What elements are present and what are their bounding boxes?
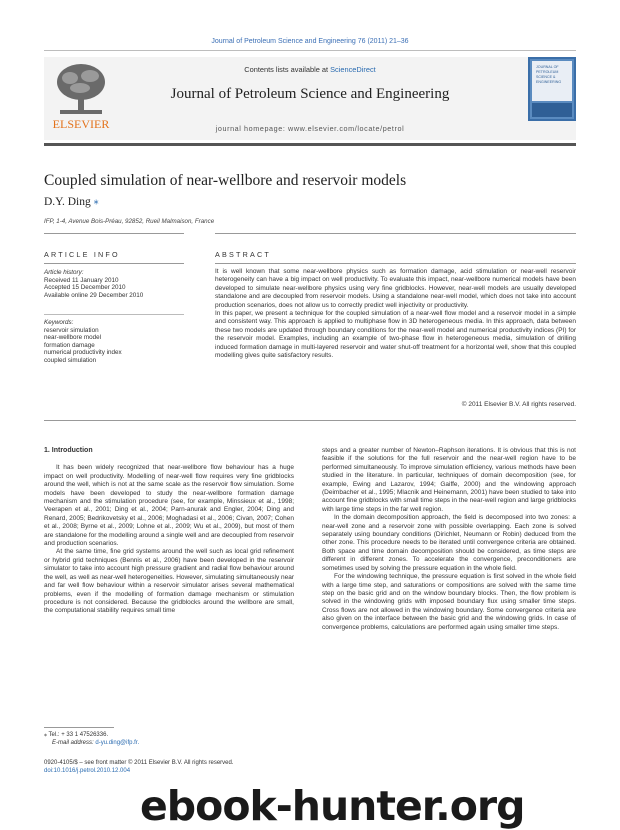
cover-title-line-1: JOURNAL OF — [536, 65, 559, 69]
author-name: D.Y. Ding — [44, 196, 91, 208]
abstract-heading: ABSTRACT — [215, 250, 271, 259]
divider — [44, 314, 184, 315]
email-link[interactable]: d-yu.ding@ifp.fr. — [95, 740, 140, 746]
keywords — [44, 319, 189, 365]
header-divider — [44, 143, 576, 146]
publication-info — [44, 759, 234, 775]
abstract-body — [215, 268, 576, 360]
cover-title-line-2: PETROLEUM — [536, 70, 559, 74]
body-paragraph: For the windowing technique, the pressure equation is first solved in the whole field with a large time step, and saturations or compositions are solved with the same time step on the basic grid and on the window boundary blocks. Then, the flow problem is solved in the windowing grids with imposed boundary flux using smaller time steps. Cross flows are not allowed in the windowing boundary. Some convergence criteria are also given on the interface between the basic grid and the windowing grids. In case of convergence problems, calculations are performed again using smaller time steps. — [322, 573, 576, 631]
keyword: reservoir simulation — [44, 326, 99, 334]
contents-line — [0, 65, 620, 74]
cover-title-line-3: SCIENCE & — [536, 75, 556, 79]
journal-title: Journal of Petroleum Science and Engineering — [170, 86, 450, 102]
divider — [44, 263, 184, 264]
issn-line: 0920-4105/$ – see front matter © 2011 Elsevier B.V. All rights reserved. — [44, 760, 234, 766]
corresponding-author-mark[interactable]: ⁎ — [93, 196, 99, 207]
body-paragraph: It has been widely recognized that near-wellbore flow behaviour has a huge impact on well productivity. Modelling of near-well flow requires very fine gridblocks around the well, which is not at the same scale as the reservoir flow simulation. Some models have been developed to study the near-wellbore formation damage mechanism and the stimulation procedure (see, for example, Minssieux et al., 1998; Veerapen et al., 2001; Ding et al., 2004; Parn-anurak and Engler, 2004; Ding and Renard, 2005; Bedrikovetsky et al., 2006; Moghadasi et al., 2006; Civan, 2007; Cohen et al., 2008; Byrne et al., 2009; Lohne et al., 2009; Wu et al., 2009), but most of them are standalone for the modelling around a single well and are decoupled from reservoir and production scenarios. — [44, 464, 294, 548]
journal-homepage[interactable]: journal homepage: www.elsevier.com/locate/petrol — [215, 124, 405, 133]
history-label: Article history: — [44, 269, 84, 276]
publisher-logo-text: ELSEVIER — [52, 117, 110, 131]
keyword: coupled simulation — [44, 356, 97, 364]
body-paragraph: At the same time, fine grid systems around the well such as local grid refinement or hybrid grid techniques (Bennis et al., 2006) have been developed in the reservoir simulator to take into account high pressure gradient and radial flow behaviour around the well, as well as near-well heterogeneities. However, simulating simultaneously near and far well flow behaviour within a reservoir simulator arises several mathematical problems, even if the modelling of formation damage mechanism or stimulation procedure is not considered. Because the gridblocks around the wellbore are small, the computational stability requires small time — [44, 548, 295, 615]
history-online: Available online 29 December 2010 — [44, 291, 144, 299]
footnote-divider — [44, 727, 114, 728]
article-info-heading: ARTICLE INFO — [44, 250, 120, 259]
copyright: © 2011 Elsevier B.V. All rights reserved. — [461, 401, 576, 408]
footnote — [44, 731, 139, 747]
right-column — [322, 447, 576, 632]
article-title: Coupled simulation of near-wellbore and reservoir models — [44, 172, 407, 189]
history-received: Received 11 January 2010 — [44, 276, 119, 284]
watermark: ebook-hunter.org — [140, 782, 525, 830]
article-history — [44, 269, 189, 299]
divider — [215, 263, 576, 264]
divider — [44, 50, 576, 51]
abstract-paragraph: In this paper, we present a technique for the coupled simulation of a near-well flow model and a reservoir model in a simple and consistent way. This approach is applied to multiphase flow in 3D heterogeneous media. In this approach, data between these two models are updated through boundary conditions for the near-well model and numerical productivity indices (PI) for the reservoir model. Examples, including an example of two-phase flow in heterogeneous media, simulation of drilling induced formation damage in multi-layered reservoir and water shut-off treatment for a horizontal well, show that this coupled modelling gives quite satisfactory results. — [215, 310, 576, 360]
abstract-paragraph: It is well known that some near-wellbore physics such as formation damage, acid stimulation or near-well reservoir heterogeneity can have a big impact on well productivity. To evaluate this impact, near-wellbore numerical models have been developed to simulate near-wellbore physics using very fine gridblocks. However, near-well models are usually developed standalone and are decoupled from reservoir models. Using a standalone near-well model, which does not take into account production scenarios, does not allow us to correctly predict well injectivity or productivity. — [215, 268, 576, 309]
divider — [44, 420, 576, 421]
divider — [215, 233, 576, 234]
journal-reference[interactable]: Journal of Petroleum Science and Engineering 76 (2011) 21–36 — [211, 38, 409, 45]
keyword: near-wellbore model — [44, 334, 102, 342]
keywords-label: Keywords: — [44, 319, 74, 326]
divider — [44, 233, 184, 234]
doi-link[interactable]: doi:10.1016/j.petrol.2010.12.004 — [44, 768, 131, 774]
contents-prefix: Contents lists available at — [244, 65, 331, 74]
affiliation: IFP, 1-4, Avenue Bois-Préau, 92852, Rueil Malmaison, France — [44, 218, 215, 225]
section-heading: 1. Introduction — [44, 447, 93, 454]
author-line — [44, 196, 99, 208]
footnote-tel: ⁎ Tel.: + 33 1 47526336. — [44, 732, 109, 738]
left-column — [44, 447, 294, 616]
body-paragraph: In the domain decomposition approach, the field is decomposed into two zones: a near-well zone and a reservoir zone with possible overlapping. Each zone is solved separately using boundary conditions (Dirichlet, Neumann or Robin) deduced from the other zone. This procedure needs to be iterated until convergence criteria are obtained. Both space and time domain decomposition should be considered, as time steps are different in different zones. To accelerate the convergence, preconditioners are sometimes used by solving the pressure equation in the whole field. — [322, 514, 576, 572]
keyword: formation damage — [44, 341, 95, 349]
cover-title-line-4: ENGINEERING — [536, 80, 562, 84]
history-accepted: Accepted 15 December 2010 — [44, 284, 126, 292]
keyword: numerical productivity index — [44, 349, 122, 357]
body-paragraph: steps and a greater number of Newton–Raphson iterations. It is obvious that this is not feasible if the solutions for the full reservoir and the near-well region have to be performed simultaneously. To improve simulation efficiency, various methods have been studied in the literature. In particular, techniques of domain decomposition (see, for example, Ewing and Lazarov, 1994; Gaiffe, 2000) and the windowing approach (Deimbacher et al., 1995; Mlacnik and Heinemann, 2001) have been studied to take into account fine gridblocks with small time steps in the near-well region and large gridblocks with large time steps in the far well region. — [322, 447, 576, 513]
sciencedirect-link[interactable]: ScienceDirect — [330, 65, 376, 74]
email-label: E-mail address: — [52, 740, 96, 746]
